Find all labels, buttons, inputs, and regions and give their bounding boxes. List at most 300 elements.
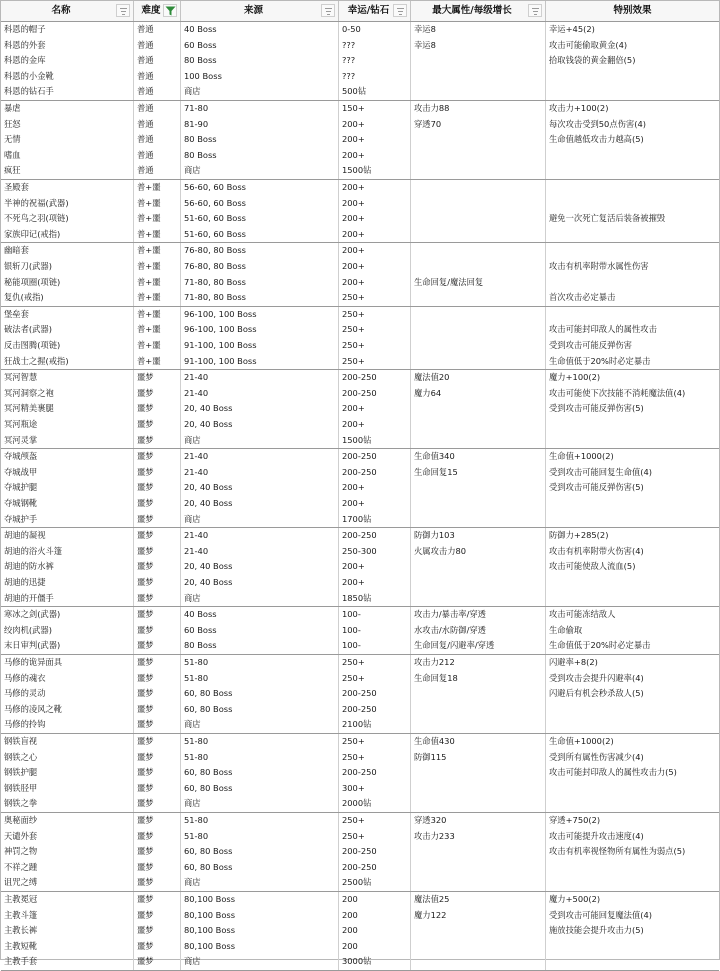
col-luck-cell[interactable]: 200+: [342, 260, 365, 271]
col-name-cell[interactable]: 夺城战甲: [4, 466, 38, 477]
col-source-cell[interactable]: 80 Boss: [184, 149, 217, 160]
col-difficulty-cell[interactable]: 噩梦: [137, 956, 154, 967]
col-source-cell[interactable]: 40 Boss: [184, 24, 217, 34]
col-source-cell[interactable]: 商店: [184, 956, 201, 967]
col-source-cell[interactable]: 21-40: [184, 466, 209, 477]
col-effect-cell[interactable]: 攻击可能偷取黄金(4): [549, 39, 628, 50]
col-effect-cell[interactable]: [549, 307, 717, 323]
col-effect-cell[interactable]: [549, 163, 717, 179]
col-attribute-cell[interactable]: [414, 322, 544, 338]
col-luck-cell[interactable]: ???: [342, 55, 356, 66]
col-name-cell[interactable]: 主教冕冠: [4, 894, 38, 904]
col-attribute-cell[interactable]: 魔力122: [414, 909, 447, 920]
col-effect-cell[interactable]: [549, 433, 717, 449]
col-luck-cell[interactable]: 250+: [342, 355, 365, 366]
col-luck-cell[interactable]: 0-50: [342, 24, 361, 34]
col-luck-cell[interactable]: 2000钻: [342, 798, 372, 809]
col-source-cell[interactable]: 60 Boss: [184, 39, 217, 50]
col-name-cell[interactable]: 堡垒套: [4, 308, 29, 319]
col-source-cell[interactable]: 21-40: [184, 545, 209, 556]
col-difficulty-cell[interactable]: 噩梦: [137, 894, 154, 904]
col-effect-cell[interactable]: 攻击可能使下次技能不消耗魔法值(4): [549, 387, 686, 398]
col-name-cell[interactable]: 奥秘面纱: [4, 815, 38, 825]
col-difficulty-cell[interactable]: 噩梦: [137, 482, 154, 493]
col-effect-cell[interactable]: [549, 148, 717, 164]
col-luck-cell[interactable]: 200+: [342, 228, 365, 239]
col-luck-cell[interactable]: 300+: [342, 782, 365, 793]
col-difficulty-cell[interactable]: 噩梦: [137, 736, 154, 746]
col-luck-cell[interactable]: 200: [342, 925, 358, 936]
col-attribute-cell[interactable]: [414, 338, 544, 354]
col-name-cell[interactable]: 绞肉机(武器): [4, 624, 52, 635]
col-attribute-cell[interactable]: [414, 954, 544, 970]
col-effect-cell[interactable]: 攻击可能使敌人流血(5): [549, 561, 636, 572]
col-attribute-cell[interactable]: 生命值430: [414, 736, 455, 746]
col-difficulty-cell[interactable]: 噩梦: [137, 657, 154, 667]
col-effect-cell[interactable]: [549, 575, 717, 591]
col-source-cell[interactable]: 80 Boss: [184, 640, 217, 651]
col-source-cell[interactable]: 商店: [184, 86, 201, 97]
col-attribute-cell[interactable]: 穿透70: [414, 118, 442, 129]
col-difficulty-cell[interactable]: 普+噩: [137, 260, 161, 271]
col-name-cell[interactable]: 家族印记(戒指): [4, 228, 61, 239]
col-difficulty-cell[interactable]: 噩梦: [137, 466, 154, 477]
col-luck-cell[interactable]: ???: [342, 39, 356, 50]
col-attribute-cell[interactable]: [414, 844, 544, 860]
col-name-cell[interactable]: 嗜血: [4, 149, 21, 160]
col-luck-cell[interactable]: 250+: [342, 657, 365, 667]
col-luck-cell[interactable]: 200+: [342, 118, 365, 129]
col-name-cell[interactable]: 夺城护手: [4, 513, 38, 524]
col-source-cell[interactable]: 56-60, 60 Boss: [184, 197, 246, 208]
col-attribute-cell[interactable]: [414, 717, 544, 733]
col-luck-cell[interactable]: 200+: [342, 418, 365, 429]
col-difficulty-cell[interactable]: 噩梦: [137, 815, 154, 825]
col-luck-cell[interactable]: 1850钻: [342, 592, 372, 603]
col-difficulty-cell[interactable]: 噩梦: [137, 719, 154, 730]
col-effect-cell[interactable]: 受到攻击可能反弹伤害(5): [549, 482, 644, 493]
col-luck-cell[interactable]: 500钻: [342, 86, 367, 97]
col-luck-cell[interactable]: 250+: [342, 308, 365, 319]
col-luck-cell[interactable]: 100-: [342, 640, 361, 651]
col-source-cell[interactable]: 76-80, 80 Boss: [184, 245, 246, 256]
col-effect-cell[interactable]: 闪避率+8(2): [549, 657, 598, 667]
col-attribute-cell[interactable]: [414, 84, 544, 100]
col-attribute-cell[interactable]: 攻击力/暴击率/穿透: [414, 609, 486, 620]
col-attribute-cell[interactable]: 防御力103: [414, 530, 455, 541]
col-difficulty-cell[interactable]: 普通: [137, 39, 154, 50]
col-effect-cell[interactable]: 闪避后有机会秒杀敌人(5): [549, 688, 644, 699]
col-attribute-cell[interactable]: [414, 875, 544, 891]
col-luck-cell[interactable]: 200+: [342, 482, 365, 493]
col-effect-cell[interactable]: [549, 954, 717, 970]
col-name-cell[interactable]: 马修的拎钩: [4, 719, 46, 730]
col-luck-cell[interactable]: 200+: [342, 403, 365, 414]
col-attribute-cell[interactable]: [414, 702, 544, 718]
col-source-cell[interactable]: 20, 40 Boss: [184, 576, 233, 587]
col-effect-cell[interactable]: [549, 796, 717, 812]
filter-dropdown-icon[interactable]: [528, 4, 542, 17]
col-attribute-cell[interactable]: 防御115: [414, 751, 447, 762]
col-source-cell[interactable]: 51-80: [184, 815, 209, 825]
col-difficulty-cell[interactable]: 噩梦: [137, 798, 154, 809]
col-name-cell[interactable]: 夺城颅盔: [4, 451, 38, 462]
col-attribute-cell[interactable]: 生命回复18: [414, 672, 458, 683]
col-difficulty-cell[interactable]: 噩梦: [137, 782, 154, 793]
col-attribute-cell[interactable]: [414, 575, 544, 591]
col-source-cell[interactable]: 96-100, 100 Boss: [184, 324, 257, 335]
col-attribute-cell[interactable]: 魔法值20: [414, 372, 450, 383]
col-attribute-cell[interactable]: 攻击力88: [414, 103, 450, 113]
filter-dropdown-icon[interactable]: [321, 4, 335, 17]
col-effect-cell[interactable]: [549, 196, 717, 212]
col-luck-cell[interactable]: 200-250: [342, 387, 377, 398]
col-name-cell[interactable]: 狂战士之握(戒指): [4, 355, 69, 366]
col-effect-cell[interactable]: 幸运+45(2): [549, 24, 595, 34]
col-luck-cell[interactable]: 200: [342, 940, 358, 951]
col-source-cell[interactable]: 商店: [184, 165, 201, 176]
col-difficulty-cell[interactable]: 噩梦: [137, 513, 154, 524]
col-luck-cell[interactable]: 200+: [342, 134, 365, 145]
col-effect-cell[interactable]: [549, 84, 717, 100]
col-name-cell[interactable]: 科恩的小金靴: [4, 70, 54, 81]
col-attribute-cell[interactable]: [414, 148, 544, 164]
col-luck-cell[interactable]: 200+: [342, 561, 365, 572]
col-effect-cell[interactable]: [549, 180, 717, 196]
col-source-cell[interactable]: 51-60, 60 Boss: [184, 228, 246, 239]
col-name-cell[interactable]: 科恩的金库: [4, 55, 46, 66]
col-luck-cell[interactable]: 250+: [342, 751, 365, 762]
col-attribute-cell[interactable]: 生命值340: [414, 451, 455, 462]
col-name-cell[interactable]: 钢铁盲视: [4, 736, 38, 746]
filter-active-icon[interactable]: [163, 4, 177, 17]
col-name-cell[interactable]: 冥河瓶途: [4, 418, 38, 429]
col-name-cell[interactable]: 不死鸟之羽(项链): [4, 213, 69, 224]
col-difficulty-cell[interactable]: 噩梦: [137, 387, 154, 398]
col-effect-cell[interactable]: [549, 939, 717, 955]
col-attribute-cell[interactable]: 水攻击/水防御/穿透: [414, 624, 486, 635]
col-name-cell[interactable]: 狂怒: [4, 118, 21, 129]
col-effect-cell[interactable]: [549, 717, 717, 733]
col-effect-cell[interactable]: 受到攻击会提升闪避率(4): [549, 672, 644, 683]
col-source-cell[interactable]: 81-90: [184, 118, 209, 129]
col-attribute-cell[interactable]: 火属攻击力80: [414, 545, 467, 556]
col-source-cell[interactable]: 80 Boss: [184, 55, 217, 66]
col-name-cell[interactable]: 马修的诡异面具: [4, 657, 63, 667]
col-name-cell[interactable]: 无情: [4, 134, 21, 145]
col-luck-cell[interactable]: 1500钻: [342, 434, 372, 445]
col-source-cell[interactable]: 80,100 Boss: [184, 925, 236, 936]
col-luck-cell[interactable]: 2100钻: [342, 719, 372, 730]
col-source-cell[interactable]: 51-80: [184, 672, 209, 683]
col-name-cell[interactable]: 胡迪的防水裤: [4, 561, 54, 572]
col-difficulty-cell[interactable]: 普+噩: [137, 324, 161, 335]
col-source-cell[interactable]: 71-80, 80 Boss: [184, 292, 246, 303]
col-source-cell[interactable]: 51-80: [184, 751, 209, 762]
col-difficulty-cell[interactable]: 噩梦: [137, 545, 154, 556]
col-source-cell[interactable]: 商店: [184, 877, 201, 888]
col-luck-cell[interactable]: 200+: [342, 245, 365, 256]
col-source-cell[interactable]: 91-100, 100 Boss: [184, 355, 257, 366]
col-name-cell[interactable]: 胡迪的浴火斗篷: [4, 545, 63, 556]
col-source-cell[interactable]: 80,100 Boss: [184, 909, 236, 920]
col-difficulty-cell[interactable]: 噩梦: [137, 403, 154, 414]
col-source-cell[interactable]: 71-80, 80 Boss: [184, 276, 246, 287]
col-difficulty-cell[interactable]: 普+噩: [137, 308, 161, 319]
col-luck-cell[interactable]: 250+: [342, 672, 365, 683]
col-name-cell[interactable]: 反击图腾(项链): [4, 339, 61, 350]
col-difficulty-cell[interactable]: 噩梦: [137, 909, 154, 920]
col-difficulty-cell[interactable]: 普+噩: [137, 245, 161, 256]
col-luck-cell[interactable]: 1500钻: [342, 165, 372, 176]
col-effect-cell[interactable]: 生命值低于20%时必定暴击: [549, 640, 651, 651]
col-name-cell[interactable]: 神罚之物: [4, 846, 38, 857]
col-effect-cell[interactable]: [549, 860, 717, 876]
col-attribute-cell[interactable]: [414, 417, 544, 433]
col-difficulty-cell[interactable]: 普通: [137, 134, 154, 145]
col-source-cell[interactable]: 20, 40 Boss: [184, 482, 233, 493]
col-attribute-cell[interactable]: [414, 433, 544, 449]
col-attribute-cell[interactable]: [414, 939, 544, 955]
col-name-cell[interactable]: 夺城钢靴: [4, 497, 38, 508]
col-source-cell[interactable]: 商店: [184, 719, 201, 730]
col-difficulty-cell[interactable]: 普+噩: [137, 182, 161, 192]
col-luck-cell[interactable]: 200-250: [342, 451, 377, 462]
col-name-cell[interactable]: 夺城护腿: [4, 482, 38, 493]
col-difficulty-cell[interactable]: 普通: [137, 86, 154, 97]
col-attribute-cell[interactable]: 穿透320: [414, 815, 447, 825]
col-effect-cell[interactable]: 受到攻击可能回复魔法值(4): [549, 909, 653, 920]
col-attribute-cell[interactable]: [414, 227, 544, 243]
col-luck-cell[interactable]: 200+: [342, 497, 365, 508]
col-difficulty-cell[interactable]: 噩梦: [137, 846, 154, 857]
col-luck-cell[interactable]: 200+: [342, 576, 365, 587]
col-name-cell[interactable]: 半神的祝福(武器): [4, 197, 69, 208]
col-name-cell[interactable]: 主教斗篷: [4, 909, 38, 920]
col-effect-cell[interactable]: 首次攻击必定暴击: [549, 292, 616, 303]
filter-dropdown-icon[interactable]: [393, 4, 407, 17]
col-difficulty-cell[interactable]: 噩梦: [137, 877, 154, 888]
col-difficulty-cell[interactable]: 普+噩: [137, 339, 161, 350]
col-name-cell[interactable]: 主教手套: [4, 956, 38, 967]
col-luck-cell[interactable]: 200-250: [342, 703, 377, 714]
filter-dropdown-icon[interactable]: [116, 4, 130, 17]
col-difficulty-cell[interactable]: 噩梦: [137, 451, 154, 462]
col-luck-cell[interactable]: 200-250: [342, 372, 377, 383]
col-attribute-cell[interactable]: [414, 496, 544, 512]
col-source-cell[interactable]: 51-60, 60 Boss: [184, 213, 246, 224]
col-effect-cell[interactable]: [549, 417, 717, 433]
col-luck-cell[interactable]: 250+: [342, 815, 365, 825]
col-name-cell[interactable]: 胡迪的迅捷: [4, 576, 46, 587]
col-source-cell[interactable]: 51-80: [184, 736, 209, 746]
col-attribute-cell[interactable]: 生命回复15: [414, 466, 458, 477]
col-difficulty-cell[interactable]: 噩梦: [137, 830, 154, 841]
col-difficulty-cell[interactable]: 普+噩: [137, 276, 161, 287]
col-name-cell[interactable]: 科恩的帽子: [4, 24, 46, 34]
col-attribute-cell[interactable]: [414, 781, 544, 797]
col-source-cell[interactable]: 76-80, 80 Boss: [184, 260, 246, 271]
col-luck-cell[interactable]: 200+: [342, 182, 365, 192]
col-effect-cell[interactable]: 受到攻击可能回复生命值(4): [549, 466, 653, 477]
col-name-cell[interactable]: 寒冰之剑(武器): [4, 609, 61, 620]
col-name-cell[interactable]: 钢铁护腿: [4, 767, 38, 778]
col-attribute-cell[interactable]: [414, 512, 544, 528]
col-effect-cell[interactable]: [549, 275, 717, 291]
col-luck-cell[interactable]: 250+: [342, 736, 365, 746]
col-name-cell[interactable]: 圣殿套: [4, 182, 29, 192]
col-difficulty-cell[interactable]: 普通: [137, 118, 154, 129]
col-difficulty-cell[interactable]: 普+噩: [137, 228, 161, 239]
col-attribute-cell[interactable]: [414, 686, 544, 702]
col-difficulty-cell[interactable]: 普+噩: [137, 292, 161, 303]
col-luck-cell[interactable]: 200-250: [342, 466, 377, 477]
col-effect-cell[interactable]: 攻击有机率视怪物所有属性为弱点(5): [549, 846, 686, 857]
col-name-cell[interactable]: 暴虐: [4, 103, 21, 113]
col-source-cell[interactable]: 60, 80 Boss: [184, 703, 233, 714]
col-source-cell[interactable]: 21-40: [184, 387, 209, 398]
col-difficulty-cell[interactable]: 噩梦: [137, 372, 154, 383]
col-difficulty-cell[interactable]: 噩梦: [137, 861, 154, 872]
col-name-cell[interactable]: 诅咒之缚: [4, 877, 38, 888]
col-difficulty-cell[interactable]: 噩梦: [137, 609, 154, 620]
col-source-cell[interactable]: 71-80: [184, 103, 209, 113]
col-luck-cell[interactable]: 200-250: [342, 767, 377, 778]
col-difficulty-cell[interactable]: 噩梦: [137, 530, 154, 541]
col-effect-cell[interactable]: 魔力+500(2): [549, 894, 601, 904]
col-attribute-cell[interactable]: [414, 765, 544, 781]
col-source-cell[interactable]: 商店: [184, 592, 201, 603]
col-attribute-cell[interactable]: [414, 923, 544, 939]
col-name-cell[interactable]: 复仇(戒指): [4, 292, 44, 303]
col-attribute-cell[interactable]: 幸运8: [414, 24, 436, 34]
col-effect-cell[interactable]: 生命值+1000(2): [549, 451, 614, 462]
col-attribute-cell[interactable]: 攻击力233: [414, 830, 455, 841]
col-effect-cell[interactable]: 魔力+100(2): [549, 372, 601, 383]
col-luck-cell[interactable]: 250+: [342, 292, 365, 303]
col-source-cell[interactable]: 商店: [184, 798, 201, 809]
col-effect-cell[interactable]: [549, 512, 717, 528]
col-luck-cell[interactable]: 250-300: [342, 545, 377, 556]
col-attribute-cell[interactable]: 生命回复/闪避率/穿透: [414, 640, 495, 651]
col-difficulty-cell[interactable]: 噩梦: [137, 576, 154, 587]
col-source-cell[interactable]: 51-80: [184, 830, 209, 841]
col-effect-cell[interactable]: [549, 781, 717, 797]
col-source-cell[interactable]: 80,100 Boss: [184, 940, 236, 951]
col-name-cell[interactable]: 冥河智慧: [4, 372, 38, 383]
col-attribute-cell[interactable]: [414, 243, 544, 259]
col-difficulty-cell[interactable]: 普通: [137, 24, 154, 34]
col-attribute-cell[interactable]: [414, 860, 544, 876]
col-name-cell[interactable]: 马修的灵动: [4, 688, 46, 699]
col-source-cell[interactable]: 80 Boss: [184, 134, 217, 145]
col-name-cell[interactable]: 主教短靴: [4, 940, 38, 951]
col-attribute-cell[interactable]: 魔法值25: [414, 894, 450, 904]
col-luck-cell[interactable]: 200-250: [342, 530, 377, 541]
col-source-cell[interactable]: 40 Boss: [184, 609, 217, 620]
col-name-cell[interactable]: 银斩刀(武器): [4, 260, 52, 271]
col-difficulty-cell[interactable]: 噩梦: [137, 592, 154, 603]
col-attribute-cell[interactable]: [414, 259, 544, 275]
col-source-cell[interactable]: 96-100, 100 Boss: [184, 308, 257, 319]
col-source-cell[interactable]: 60, 80 Boss: [184, 688, 233, 699]
col-difficulty-cell[interactable]: 普通: [137, 70, 154, 81]
col-attribute-cell[interactable]: [414, 53, 544, 69]
col-effect-cell[interactable]: [549, 591, 717, 607]
col-difficulty-cell[interactable]: 噩梦: [137, 703, 154, 714]
col-name-cell[interactable]: 钢铁之拳: [4, 798, 38, 809]
col-attribute-cell[interactable]: [414, 591, 544, 607]
col-difficulty-cell[interactable]: 噩梦: [137, 751, 154, 762]
col-name-cell[interactable]: 不祥之踵: [4, 861, 38, 872]
col-name-cell[interactable]: 胡迪的凝视: [4, 530, 46, 541]
col-effect-cell[interactable]: [549, 227, 717, 243]
col-difficulty-cell[interactable]: 噩梦: [137, 418, 154, 429]
col-attribute-cell[interactable]: 生命回复/魔法回复: [414, 276, 484, 287]
col-difficulty-cell[interactable]: 噩梦: [137, 640, 154, 651]
col-source-cell[interactable]: 51-80: [184, 657, 209, 667]
col-attribute-cell[interactable]: [414, 559, 544, 575]
col-effect-cell[interactable]: 受到攻击可能反弹伤害(5): [549, 403, 644, 414]
col-effect-cell[interactable]: 攻击可能冻结敌人: [549, 609, 616, 620]
col-source-cell[interactable]: 20, 40 Boss: [184, 497, 233, 508]
col-luck-cell[interactable]: 200-250: [342, 688, 377, 699]
col-difficulty-cell[interactable]: 普通: [137, 55, 154, 66]
col-difficulty-cell[interactable]: 噩梦: [137, 672, 154, 683]
col-attribute-cell[interactable]: [414, 180, 544, 196]
col-source-cell[interactable]: 100 Boss: [184, 70, 222, 81]
col-name-cell[interactable]: 钢铁之心: [4, 751, 38, 762]
col-difficulty-cell[interactable]: 普通: [137, 103, 154, 113]
col-source-cell[interactable]: 21-40: [184, 372, 209, 383]
col-effect-cell[interactable]: 攻击有机率附带火伤害(4): [549, 545, 644, 556]
col-luck-cell[interactable]: 100-: [342, 609, 361, 620]
col-difficulty-cell[interactable]: 噩梦: [137, 688, 154, 699]
col-difficulty-cell[interactable]: 噩梦: [137, 434, 154, 445]
col-name-cell[interactable]: 科恩的外套: [4, 39, 46, 50]
col-source-cell[interactable]: 60, 80 Boss: [184, 767, 233, 778]
col-luck-cell[interactable]: 200+: [342, 149, 365, 160]
col-luck-cell[interactable]: 200: [342, 894, 358, 904]
col-difficulty-cell[interactable]: 噩梦: [137, 925, 154, 936]
col-attribute-cell[interactable]: [414, 132, 544, 148]
col-luck-cell[interactable]: 200-250: [342, 846, 377, 857]
col-effect-cell[interactable]: 受到所有属性伤害减少(4): [549, 751, 644, 762]
col-attribute-cell[interactable]: 魔力64: [414, 387, 442, 398]
col-source-cell[interactable]: 20, 40 Boss: [184, 561, 233, 572]
col-source-cell[interactable]: 60, 80 Boss: [184, 861, 233, 872]
col-luck-cell[interactable]: 250+: [342, 830, 365, 841]
col-source-cell[interactable]: 80,100 Boss: [184, 894, 236, 904]
col-source-cell[interactable]: 60 Boss: [184, 624, 217, 635]
col-name-cell[interactable]: 末日审判(武器): [4, 640, 61, 651]
col-effect-cell[interactable]: [549, 69, 717, 85]
col-luck-cell[interactable]: 2500钻: [342, 877, 372, 888]
col-name-cell[interactable]: 冥河精美裹腿: [4, 403, 54, 414]
col-effect-cell[interactable]: 攻击有机率附带水属性伤害: [549, 260, 649, 271]
col-luck-cell[interactable]: 250+: [342, 339, 365, 350]
col-effect-cell[interactable]: 攻击力+100(2): [549, 103, 609, 113]
col-effect-cell[interactable]: [549, 496, 717, 512]
col-effect-cell[interactable]: 攻击可能封印敌人的属性攻击力(5): [549, 767, 677, 778]
col-effect-cell[interactable]: 生命值低于20%时必定暴击: [549, 355, 651, 366]
col-effect-cell[interactable]: 每次攻击受到50点伤害(4): [549, 118, 646, 129]
col-name-cell[interactable]: 钢铁胫甲: [4, 782, 38, 793]
col-difficulty-cell[interactable]: 普+噩: [137, 213, 161, 224]
col-source-cell[interactable]: 56-60, 60 Boss: [184, 182, 246, 192]
col-name-cell[interactable]: 疯狂: [4, 165, 21, 176]
col-difficulty-cell[interactable]: 噩梦: [137, 624, 154, 635]
